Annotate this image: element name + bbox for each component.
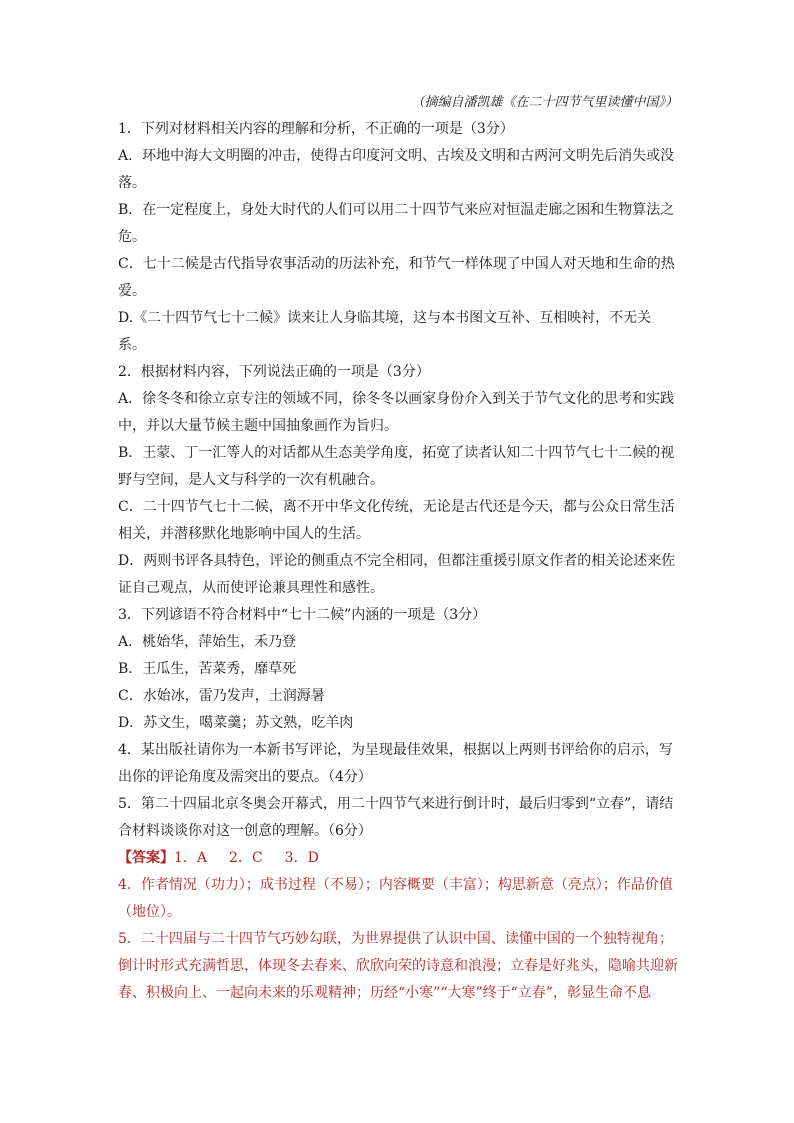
option-b: B．在一定程度上，身处大时代的人们可以用二十四节气来应对恒温走廊之困和生物算法之危。: [118, 202, 675, 245]
question-4: [118, 737, 678, 791]
option-d: D．两则书评各具特色，评论的侧重点不完全相同，但都注重援引原文作者的相关论述来佐证自己观点，从而使评论兼具理性和感性。: [118, 553, 676, 596]
option-a: A．徐冬冬和徐立京专注的领域不同，徐冬冬以画家身份介入到关于节气文化的思考和实践中，并以大量节候主题中国抽象画作为旨归。: [118, 391, 675, 434]
option-b: B．王蒙、丁一汇等人的对话都从生态美学角度，拓宽了读者认知二十四节气七十二候的视野与空间，是人文与科学的一次有机融合。: [118, 445, 675, 488]
question-stem: 1．下列对材料相关内容的理解和分析，不正确的一项是（3分）: [118, 121, 514, 137]
option-c: C．水始冰，雷乃发声，土润溽暑: [118, 688, 325, 704]
answer-5: 5．二十四届与二十四节气巧妙勾联，为世界提供了认识中国、读懂中国的一个独特视角；倒计时形式充满哲思，体现冬去春来、欣欣向荣的诗意和浪漫；立春是好兆头，隐喻共迎新春、积极向上、一起向未来的乐观精神；历经“小寒”“大寒”终于“立春”，彰显生命不息: [118, 931, 678, 1001]
option-c: C．二十四节气七十二候，离不开中华文化传统，无论是古代还是今天，都与公众日常生活相关，并潜移默化地影响中国人的生活。: [118, 499, 675, 542]
question-3: [118, 602, 678, 737]
source-citation: （摘编自潘凯雄《在二十四节气里读懂中国》）: [411, 95, 678, 110]
question-1: [118, 116, 678, 359]
question-stem: 3．下列谚语不符合材料中“七十二候”内涵的一项是（3分）: [118, 607, 487, 623]
option-d: D．苏文生，噶菜羹；苏文熟，吃羊肉: [118, 715, 354, 731]
answer-section: [118, 845, 678, 1007]
answer-label: 【答案】: [118, 850, 174, 866]
question-5: [118, 791, 678, 845]
question-stem: 2．根据材料内容，下列说法正确的一项是（3分）: [118, 364, 430, 380]
answer-4: 4．作者情况（功力）；成书过程（不易）；内容概要（丰富）；构思新意（亮点）；作品价值（地位）。: [118, 877, 673, 920]
answer-2: 2．C: [229, 850, 263, 866]
option-a: A．环地中海大文明圈的冲击，使得古印度河文明、古埃及文明和古两河文明先后消失或没落。: [118, 148, 675, 191]
option-b: B．王瓜生，苦菜秀，靡草死: [118, 661, 297, 677]
option-a: A．桃始华，萍始生，禾乃登: [118, 634, 297, 650]
question-stem: 4．某出版社请你为一本新书写评论，为呈现最佳效果，根据以上两则书评给你的启示，写出你的评论角度及需突出的要点。（4分）: [118, 742, 673, 785]
question-stem: 5．第二十四届北京冬奥会开幕式，用二十四节气来进行倒计时，最后归零到“立春”，请结合材料谈谈你对这一创意的理解。（6分）: [118, 796, 674, 839]
option-c: C．七十二候是古代指导农事活动的历法补充，和节气一样体现了中国人对天地和生命的热爱。: [118, 256, 675, 299]
document-page: [118, 92, 678, 1007]
answer-3: 3．D: [284, 850, 319, 866]
answer-1: 1．A: [174, 850, 208, 866]
question-2: [118, 359, 678, 602]
answer-line-choices: [118, 845, 678, 872]
option-d: D.《二十四节气七十二候》读来让人身临其境，这与本书图文互补、互相映衬，不无关系。: [118, 310, 652, 353]
